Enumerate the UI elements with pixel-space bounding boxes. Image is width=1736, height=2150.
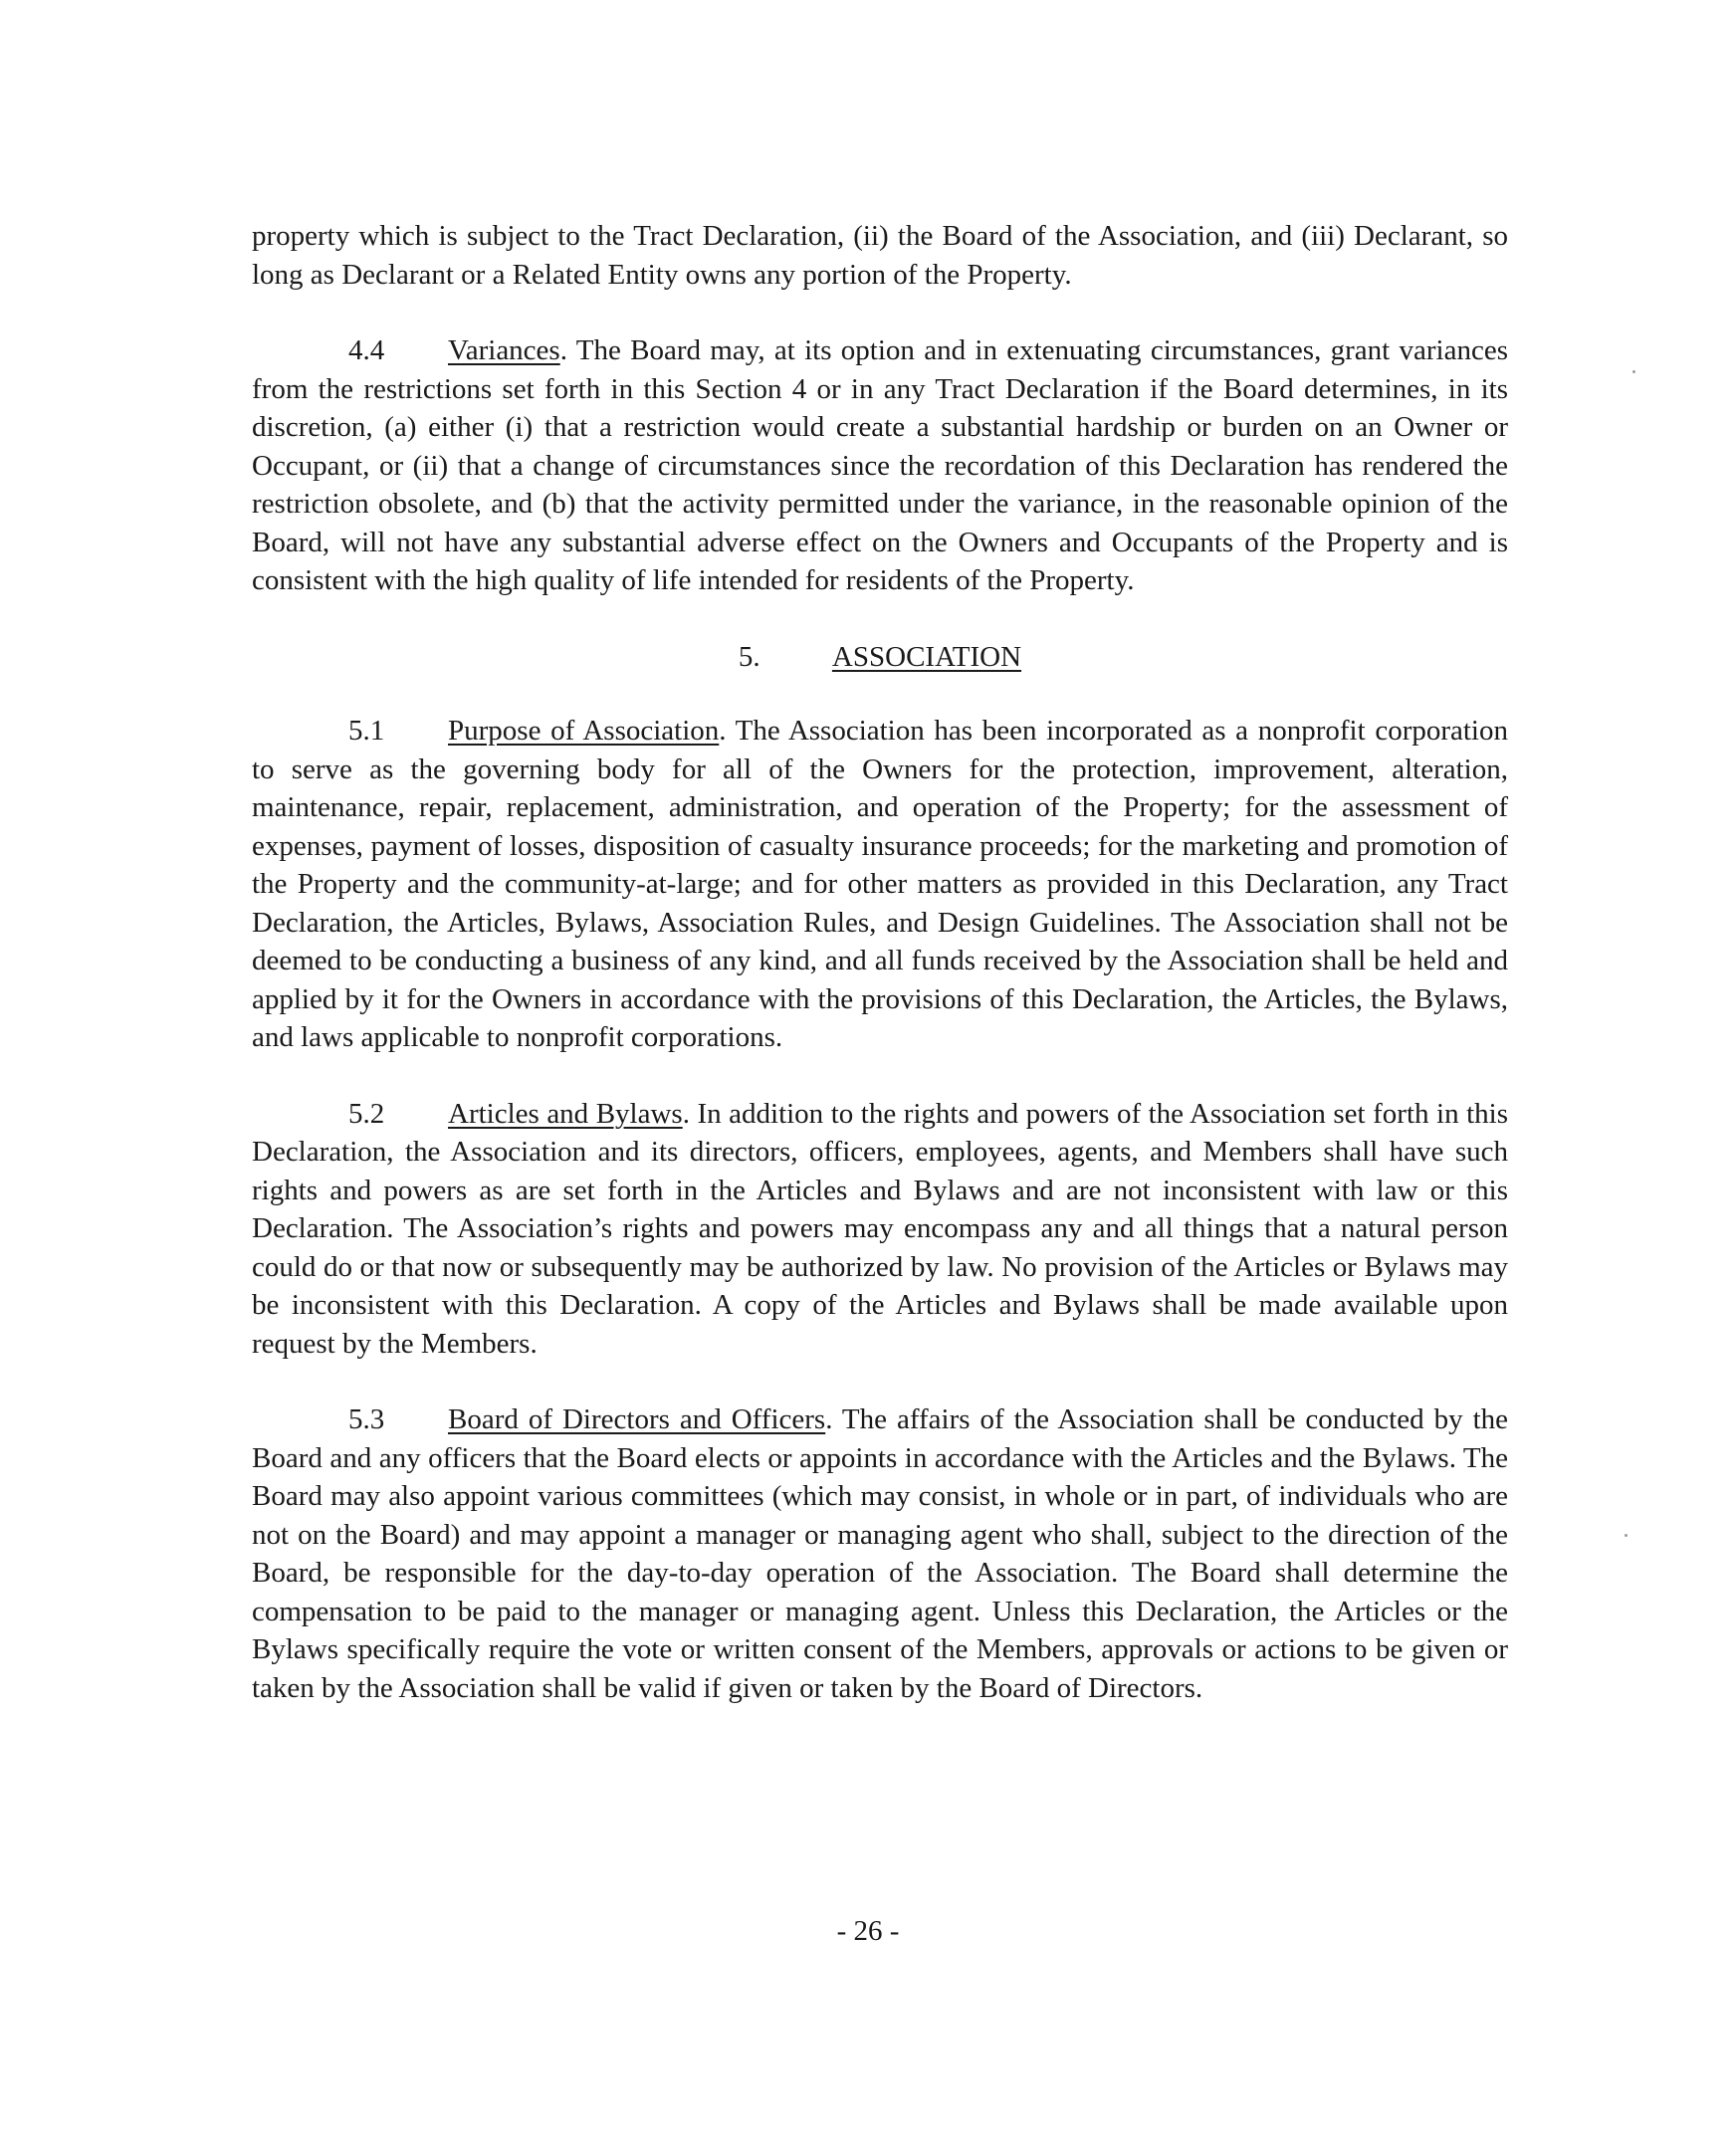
section-heading: Variances [448, 334, 560, 366]
scan-speck [1625, 1534, 1628, 1537]
section-4-4-paragraph [252, 331, 1508, 600]
section-body: . The affairs of the Association shall be conducted by the Board and any officers that the Board elects or appoints in accordance with the Articles and the Bylaws. The Board may also appoint various committees (which may consist, in whole or in part, of individuals who are not on the Board) and may appoint a manager or managing agent who shall, subject to the direction of the Board, be responsible for the day-to-day operation of the Association. The Board shall determine the compensation to be paid to the manager or managing agent. Unless this Declaration, the Articles or the Bylaws specifically require the vote or written consent of the Members, approvals or actions to be given or taken by the Association shall be valid if given or taken by the Board of Directors. [252, 1403, 1508, 1704]
document-body [252, 217, 1508, 1745]
scan-speck [1632, 370, 1635, 373]
page-number: - 26 - [836, 1915, 900, 1947]
section-5-3-paragraph [252, 1400, 1508, 1707]
section-number: 5.3 [348, 1403, 385, 1435]
section-number: 5. [738, 640, 760, 673]
section-heading: Board of Directors and Officers [448, 1403, 826, 1435]
section-body: . The Board may, at its option and in extenuating circumstances, grant variances from the restrictions set forth in this Section 4 or in any Tract Declaration if the Board determines, in its discretion, (a) either (i) that a restriction would create a substantial hardship or burden on an Owner or Occupant, or (ii) that a change of circumstances since the recordation of this Declaration has rendered the restriction obsolete, and (b) that the activity permitted under the variance, in the reasonable opinion of the Board, will not have any substantial adverse effect on the Owners and Occupants of the Property and is consistent with the high quality of life intended for residents of the Property. [252, 334, 1508, 596]
section-number: 5.2 [348, 1097, 385, 1130]
section-title: ASSOCIATION [831, 640, 1022, 673]
section-number: 5.1 [348, 715, 385, 747]
continuation-paragraph [252, 217, 1508, 294]
section-5-2-paragraph [252, 1095, 1508, 1364]
section-number: 4.4 [348, 334, 385, 366]
section-heading: Purpose of Association [448, 715, 720, 747]
section-5-1-paragraph [252, 712, 1508, 1057]
section-body: . The Association has been incorporated as a nonprofit corporation to serve as the governing body for all of the Owners for the protection, improvement, alteration, maintenance, repair, replacement, administration, and operation of the Property; for the assessment of expenses, payment of losses, disposition of casualty insurance proceeds; for the marketing and promotion of the Property and the community-at-large; and for other matters as provided in this Declaration, any Tract Declaration, the Articles, Bylaws, Association Rules, and Design Guidelines. The Association shall not be deemed to be conducting a business of any kind, and all funds received by the Association shall be held and applied by it for the Owners in accordance with the provisions of this Declaration, the Articles, the Bylaws, and laws applicable to nonprofit corporations. [252, 715, 1508, 1053]
section-body: . In addition to the rights and powers of the Association set forth in this Declaration, the Association and its directors, officers, employees, agents, and Members shall have such rights and powers as are set forth in the Articles and Bylaws and are not inconsistent with law or this Declaration. The Association’s rights and powers may encompass any and all things that a natural person could do or that now or subsequently may be authorized by law. No provision of the Articles or Bylaws may be inconsistent with this Declaration. A copy of the Articles and Bylaws shall be made available upon request by the Members. [252, 1097, 1508, 1360]
continuation-text: property which is subject to the Tract Declaration, (ii) the Board of the Association, and (iii) Declarant, so long as Declarant or a Related Entity owns any portion of the Property. [252, 220, 1508, 291]
section-heading: Articles and Bylaws [448, 1097, 683, 1130]
section-5-heading [252, 638, 1508, 677]
